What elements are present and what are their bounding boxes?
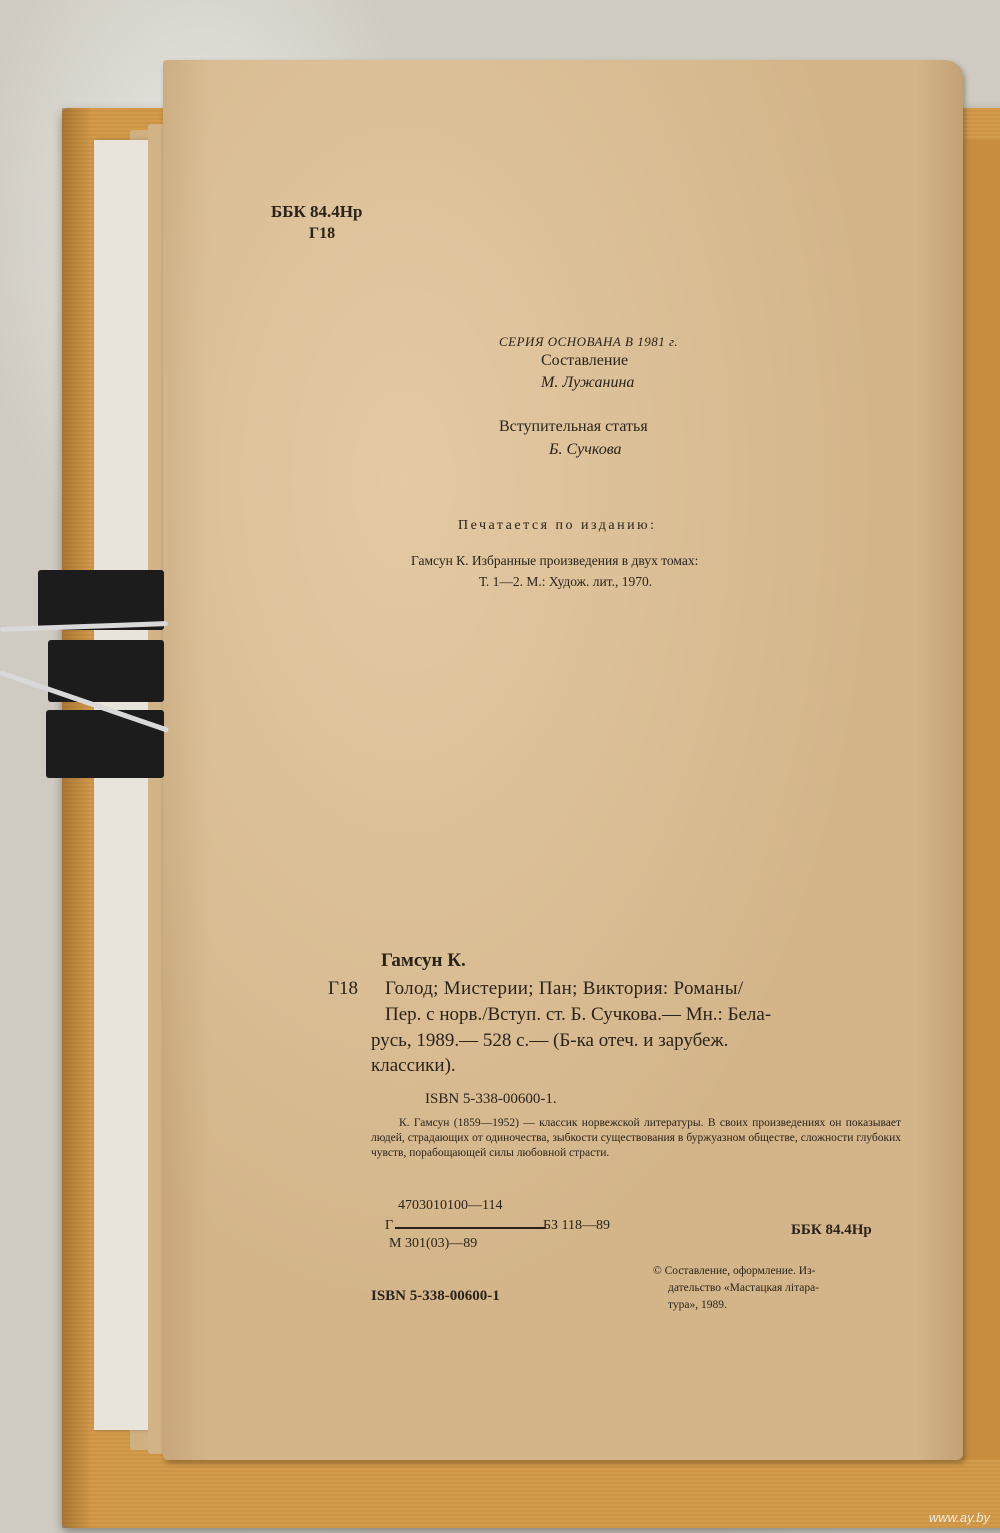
formula-right: БЗ 118—89 xyxy=(543,1218,611,1233)
catalog-line2: Пер. с норв./Вступ. ст. Б. Сучкова.— Мн.: Бела- xyxy=(385,1004,772,1025)
binder-clip xyxy=(38,570,168,780)
index-top: Г18 xyxy=(309,225,336,242)
isbn-bottom: ISBN 5-338-00600-1 xyxy=(371,1288,500,1304)
series-note: СЕРИЯ ОСНОВАНА В 1981 г. xyxy=(499,334,679,349)
formula-bbk: ББК 84.4Нр xyxy=(791,1222,872,1238)
catalog-isbn: ISBN 5-338-00600-1. xyxy=(425,1091,557,1107)
formula-bottom: М 301(03)—89 xyxy=(389,1236,478,1251)
catalog-author: Гамсун К. xyxy=(381,950,466,971)
catalog-code: Г18 xyxy=(328,978,358,999)
source-line1: Гамсун К. Избранные произведения в двух томах: xyxy=(411,553,699,568)
watermark: www.ay.by xyxy=(928,1510,990,1525)
bbk-top: ББК 84.4Нр xyxy=(271,202,363,221)
copyright-line1: © Составление, оформление. Из- xyxy=(653,1265,816,1277)
catalog-line3: русь, 1989.— 528 с.— (Б-ка отеч. и зарубеж. xyxy=(371,1030,729,1051)
imprint-page xyxy=(163,60,963,1460)
spine-shadow xyxy=(62,108,92,1528)
source-line2: Т. 1—2. М.: Худож. лит., 1970. xyxy=(479,574,653,589)
source-label: Печатается по изданию: xyxy=(458,518,657,533)
formula-prefix: Г xyxy=(385,1218,394,1233)
compiler-label: Составление xyxy=(541,352,629,369)
compiler-name: М. Лужанина xyxy=(541,374,635,391)
catalog-line4: классики). xyxy=(371,1055,456,1076)
annotation: К. Гамсун (1859—1952) — классик норвежской литературы. В своих произведениях он показывает людей, страдающих от одиночества, зыбкости существования в буржуазном обществе, сложности глубоких чувств, порабощающей силы любовной страсти. xyxy=(371,1117,901,1159)
copyright-line2: дательство «Мастацкая лiтара- xyxy=(668,1282,820,1294)
intro-label: Вступительная статья xyxy=(499,418,648,435)
intro-name: Б. Сучкова xyxy=(549,441,622,458)
catalog-line1: Голод; Мистерии; Пан; Виктория: Романы/ xyxy=(385,978,744,999)
copyright-line3: тура», 1989. xyxy=(668,1299,727,1311)
formula-top: 4703010100—114 xyxy=(398,1198,503,1213)
formula-line xyxy=(395,1227,545,1229)
